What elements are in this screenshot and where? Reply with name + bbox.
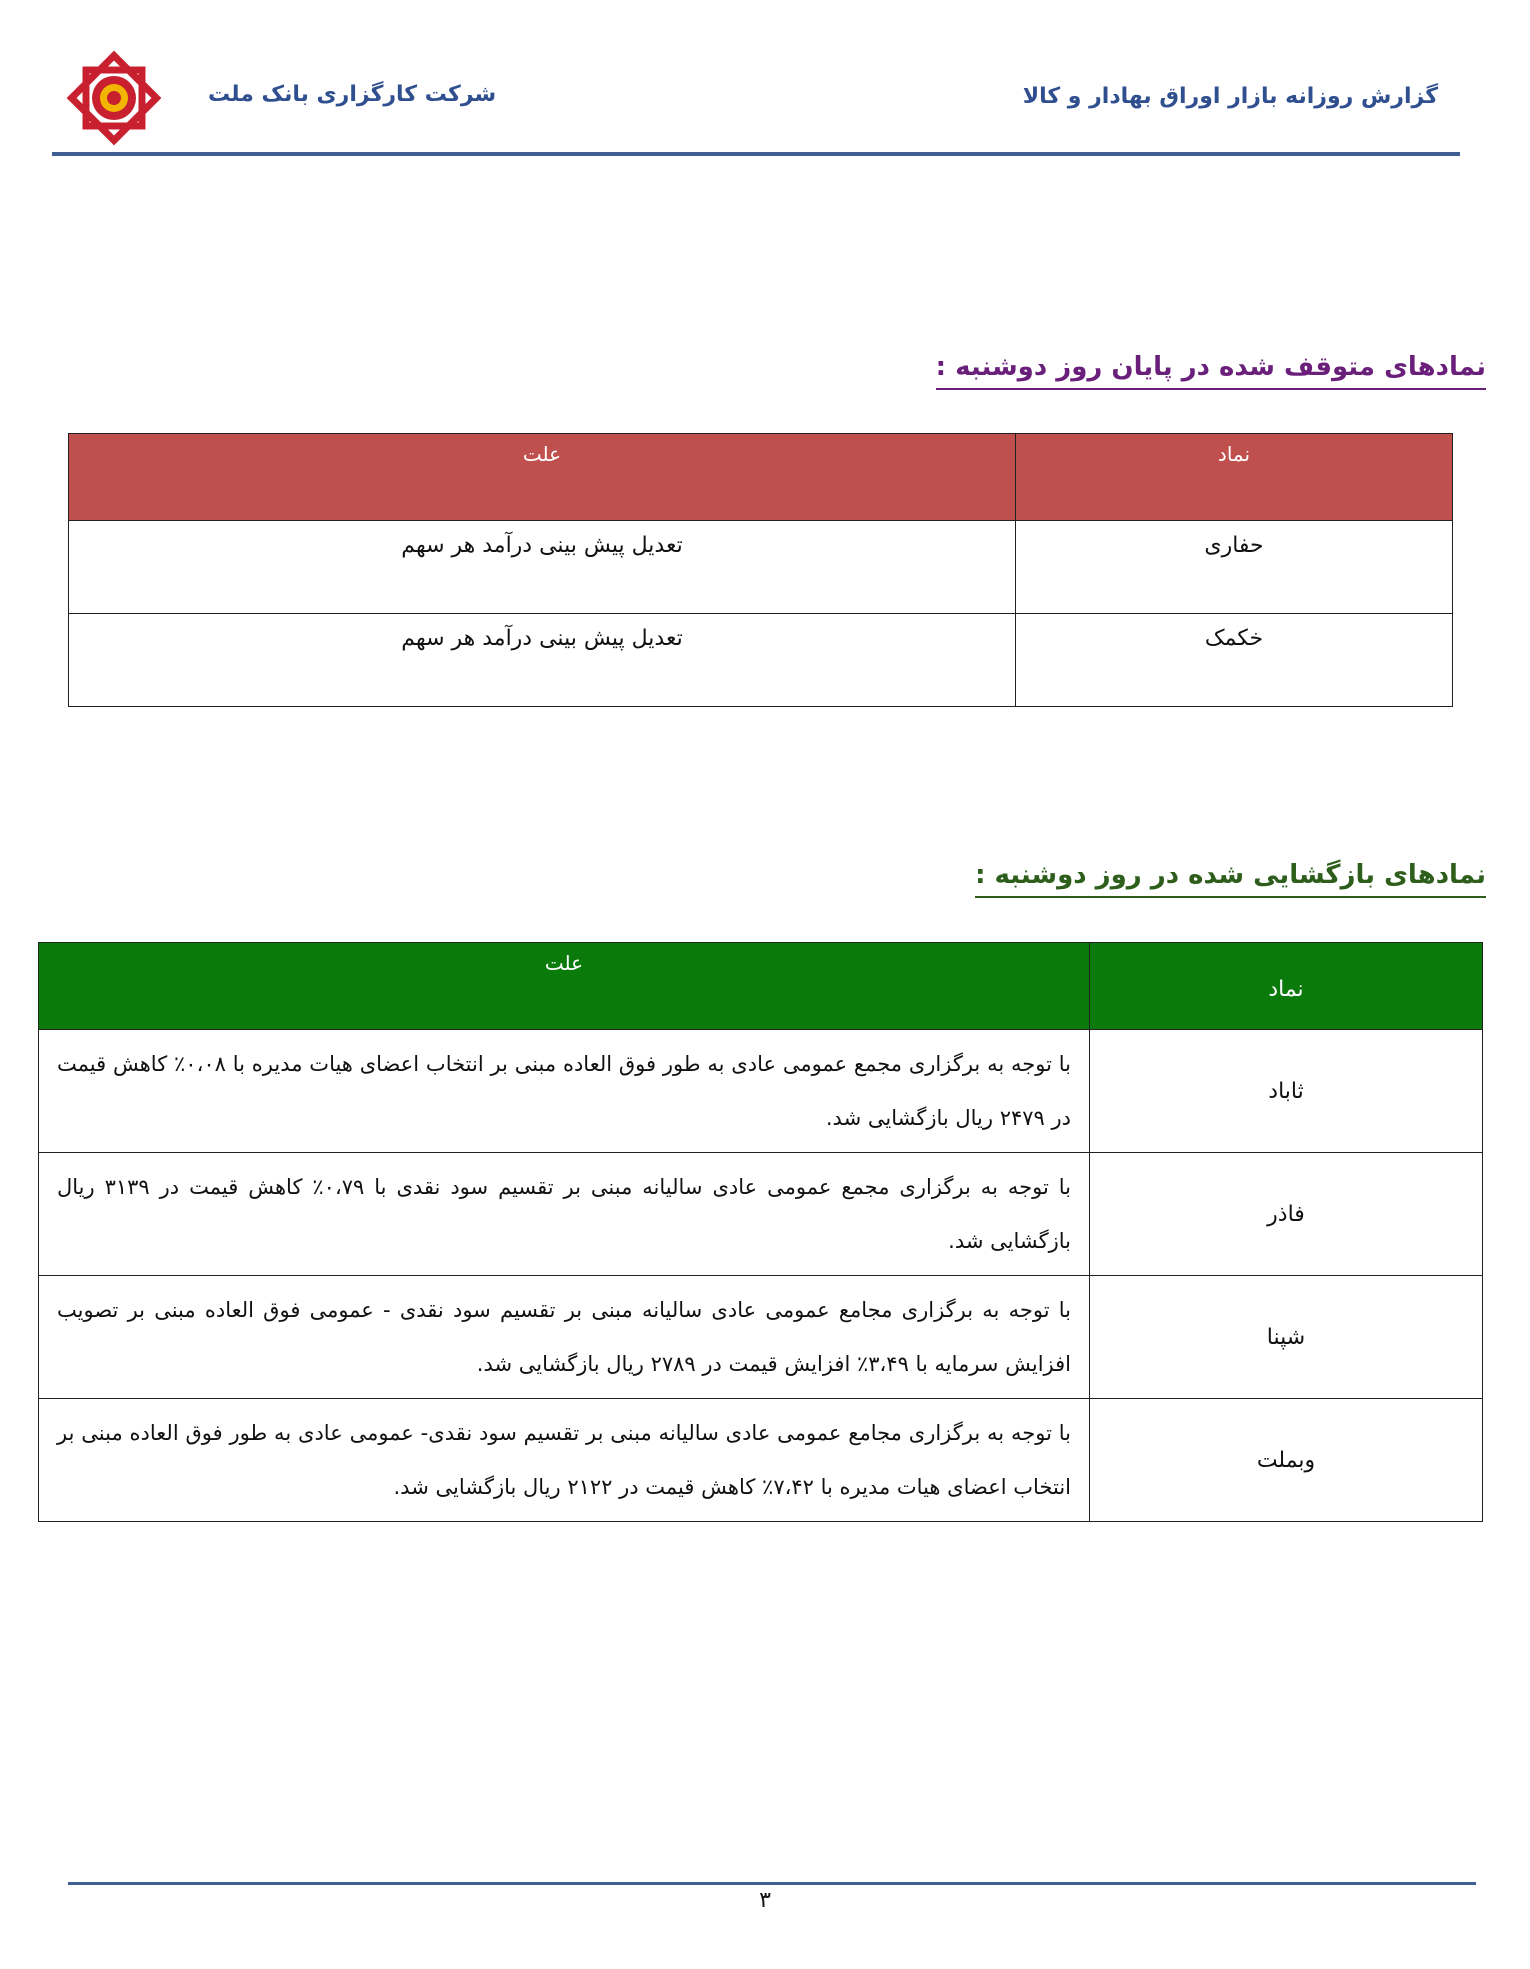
reopened-reason: با توجه به برگزاری مجامع عمومی عادی سالیانه مبنی بر تقسیم سود نقدی- عمومی عادی به طور فوق العاده مبنی بر انتخاب اعضای هیات مدیره با ۷،۴۲٪ کاهش قیمت در ۲۱۲۲ ریال بازگشایی شد. [39, 1399, 1090, 1522]
table-row [39, 1399, 1483, 1522]
reopened-symbol: وبملت [1090, 1399, 1483, 1522]
halted-symbol: حفاری [1016, 521, 1453, 614]
table-row [39, 1030, 1483, 1153]
halted-table [68, 433, 1453, 707]
halted-section-title: نمادهای متوقف شده در پایان روز دوشنبه : [936, 352, 1486, 390]
reopened-symbol: فاذر [1090, 1153, 1483, 1276]
halted-reason: تعدیل پیش بینی درآمد هر سهم [69, 521, 1016, 614]
bank-mellat-logo-icon [64, 48, 164, 148]
halted-table-header [69, 434, 1453, 521]
halted-col-symbol: نماد [1016, 434, 1453, 521]
halted-col-reason: علت [69, 434, 1016, 521]
reopened-col-symbol: نماد [1090, 943, 1483, 1030]
reopened-table-header [39, 943, 1483, 1030]
reopened-section-title: نمادهای بازگشایی شده در روز دوشنبه : [975, 860, 1486, 898]
table-row [69, 521, 1453, 614]
reopened-reason: با توجه به برگزاری مجمع عمومی عادی سالیانه مبنی بر تقسیم سود نقدی با ۰،۷۹٪ کاهش قیمت در ۳۱۳۹ ریال بازگشایی شد. [39, 1153, 1090, 1276]
company-name: شرکت کارگزاری بانک ملت [208, 82, 497, 107]
reopened-reason: با توجه به برگزاری مجامع عمومی عادی سالیانه مبنی بر تقسیم سود نقدی - عمومی فوق العاده مبنی بر تصویب افزایش سرمایه با ۳،۴۹٪ افزایش قیمت در ۲۷۸۹ ریال بازگشایی شد. [39, 1276, 1090, 1399]
report-title: گزارش روزانه بازار اوراق بهادار و کالا [1022, 84, 1438, 109]
header-divider [52, 152, 1460, 156]
table-row [39, 1153, 1483, 1276]
reopened-reason: با توجه به برگزاری مجمع عمومی عادی به طور فوق العاده مبنی بر انتخاب اعضای هیات مدیره با ۰،۰۸٪ کاهش قیمت در ۲۴۷۹ ریال بازگشایی شد. [39, 1030, 1090, 1153]
reopened-col-reason: علت [39, 943, 1090, 1030]
reopened-symbol: ثاباد [1090, 1030, 1483, 1153]
footer-divider [68, 1882, 1476, 1885]
halted-symbol: خکمک [1016, 614, 1453, 707]
reopened-symbol: شپنا [1090, 1276, 1483, 1399]
halted-reason: تعدیل پیش بینی درآمد هر سهم [69, 614, 1016, 707]
reopened-table [38, 942, 1483, 1522]
table-row [69, 614, 1453, 707]
page-number: ۳ [759, 1888, 771, 1913]
table-row [39, 1276, 1483, 1399]
